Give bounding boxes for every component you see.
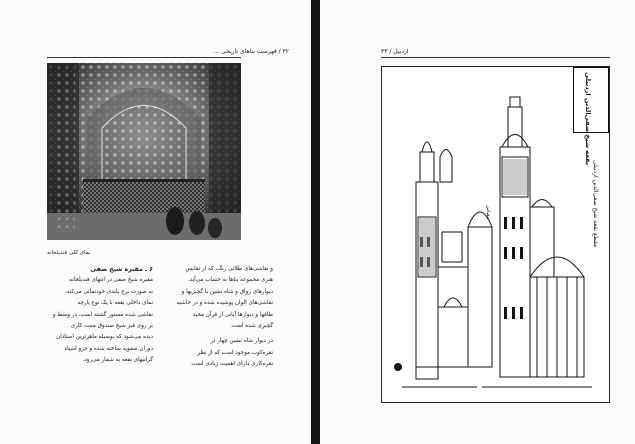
header-rule [47, 57, 241, 58]
text-line: بر روی قبر شیخ صندوق منبت کاری [70, 323, 153, 330]
text-line: گچبری شده است. [229, 323, 273, 330]
text-column-right [165, 264, 273, 371]
text-line: هنری مجموعه بناها به حساب می‌آید، [187, 277, 273, 284]
text-line: و نقاشی‌های طلائی رنگ، که از نفایس [185, 266, 273, 272]
photo-caption: نمای کلی قندیلخانه [47, 250, 91, 256]
text-line: دیده می‌شود که بوسیله ماهرترین استادان [56, 334, 153, 341]
book-gutter [311, 0, 320, 444]
interior-photo [47, 63, 241, 240]
text-line: نقاشی شده مستور گشته است، در وسط و [52, 311, 153, 318]
left-page [0, 0, 311, 444]
publisher-logo [573, 67, 609, 166]
text-line: نقره‌کوب موجود است که از نظر [197, 349, 273, 356]
photo-graphic [47, 63, 241, 240]
scale-label: مقیاس [485, 205, 491, 220]
text-line: گرانبهای بقعه به شمار می‌رود. [82, 357, 153, 364]
text-line: به صورت برج بلندی خودنمائی می‌کند، [64, 288, 153, 295]
text-column-left [47, 264, 153, 367]
page-header: اردبیل / ۳۳ [381, 48, 409, 55]
logo-text: بقعه شیخ صفی‌الدین اردبیلی [584, 72, 592, 166]
header-rule [381, 57, 610, 58]
section-title: ۶ ـ مقبره شیخ صفی [90, 266, 153, 273]
text-line: نقاشی‌های الوان پوشیده شده و در حاشیه [176, 300, 273, 307]
text-line: دیوارهای رواق و شاه نشین با گچبریها و [181, 288, 273, 295]
text-line: دوران صفویه ساخته شده و جزو اشیاء [64, 345, 153, 352]
text-line: مقبره شیخ صفی در انتهای قندیلخانه [69, 277, 153, 284]
page-header: ۳۲ / فهرست بناهای تاریخی ... [213, 48, 289, 55]
text-line: در دیوار شاه نشین چهار در [210, 338, 273, 345]
plate-title: مقطع بقعه شیخ صفی‌الدین اردبیلی [592, 160, 599, 248]
text-line: نقره‌کاری دارای اهمیت زیادی است. [190, 361, 273, 368]
text-line: طاقها و دیوارها آیاتی از قرآن مجید [192, 311, 273, 318]
text-line: نمای داخلی بقعه با یک نوع پارچه [77, 300, 153, 307]
